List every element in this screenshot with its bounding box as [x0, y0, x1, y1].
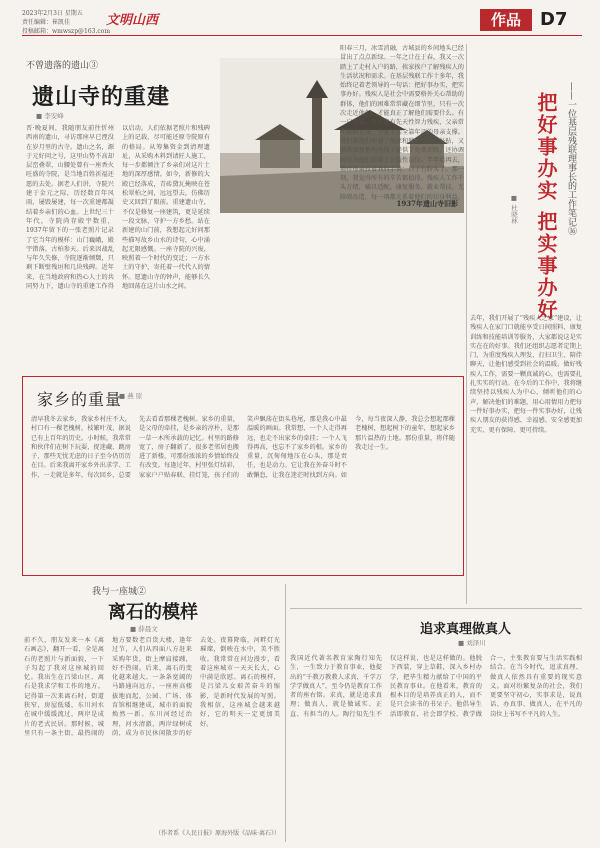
- article-title: 把好事办实 把实事办好: [534, 92, 558, 321]
- article-body: 晋·晚夏间，我随朋友前往忻州西南的遗山，寻访那座早已湮没在岁月里的古寺。遗山之名，源于元好问之号，这里山势不高却层峦叠翠，山腰处曾有一座香火旺盛的寺院，是当地百姓祈福还愿的去处。据老人们讲，寺院兴建于金元之际，历经数百年风雨，屡毁屡建，每一次重建都凝结着乡亲们的心血。上世纪三十年代，寺院尚存殿宇数重，1937年留下的一张老照片记录了它当年的模样：山门巍峨，殿宇错落，古柏参天。后来因战乱与年久失修，寺院逐渐倾颓，只剩下断壁残垣和几块残碑。近年来，在当地政府和热心人士的共同努力下，遗山寺的重建工作得以启动。人们依据老照片和残碑上的记载，尽可能还原寺院原有的格局。从筹集资金到清理遗址，从采购木料到请匠人施工，每一步都倾注了乡亲们对这片土地的深厚感情。如今，新修的大殿已经落成，青砖黛瓦掩映在苍松翠柏之间，远远望去，仿佛历史又回到了眼前。重建遗山寺，不仅是修复一座建筑，更是延续一段文脉，守护一方乡愁。站在新建的山门前，我想起元好问那些描写故乡山水的诗句，心中涌起无限感慨。一座寺院的兴废，映照着一个时代的变迁；一方水土的守护，寄托着一代代人的情怀。愿遗山寺的钟声，能够长久地回荡在这片山水之间。: [26, 125, 210, 291]
- article-author: ■ 刘泽川: [458, 639, 486, 647]
- article-subtitle: ——一位基层残联理事长的工作笔记⑯: [566, 82, 576, 235]
- article-author: ■ 燕 原: [119, 392, 143, 400]
- article-body: 我国近代著名教育家陶行知先生，一生致力于教育事业，他提出的“千教万教教人求真，千学万学学做真人”，至今仍是教育工作者的座右铭。求真，就是追求真理；做真人，就是做诚实、正直、有担当的人。陶行知先生不仅这样说，也是这样做的。他脱下西装，穿上草鞋，深入乡村办学，把毕生精力献给了中国的平民教育事业。在他看来，教育的根本目的是培养真正的人，而不是只会读书的书呆子。他倡导生活即教育、社会即学校、教学做合一，主张教育要与生活实践相结合。在当今时代，追求真理、做真人依然具有重要的现实意义。面对纷繁复杂的社会，我们更要坚守初心，实事求是，说真话、办真事、做真人，在平凡的岗位上书写不平凡的人生。: [290, 655, 582, 718]
- article-disability-body-a: 阳春三月，冰雪消融，古城县的乡间地头已经冒出了点点新绿。一年之计在于春，我又一次踏上了走村入户的路，挨家挨户了解残疾人的生活状况和需求。在基层残联工作十多年，我始终记着老领导的一句话：把好事办实，把实事办好。残疾人是社会中需要格外关心帮助的群体，他们的困难常常藏在细节里，只有一次次走近他们，才能真正了解他们需要什么。有一户人家，儿子患有先天性智力残疾，父亲常年卧病在床，全家生活全靠年迈的母亲支撑。我们帮他们申请了低保和残疾人两项补贴，又联系康复机构为孩子提供了免费训练，还协调村里为他们安排了公益性岗位。半年后再去，那位母亲拉着我的手说：日子有盼头了。那一刻，我觉得所有的辛苦都值得。残疾人工作千头万绪，辅具适配、康复服务、就业帮扶、无障碍改造，每一项都关系着他们的切身利益。: [340, 45, 464, 201]
- article-title: 离石的模样: [108, 602, 198, 623]
- article-lishi: [22, 584, 280, 842]
- masthead-brand: 文明山西: [106, 13, 159, 28]
- article-body-b: 去年，我们开展了“残疾人之家”建设，让残疾人在家门口就能享受日间照料、康复训练和技能培训等服务，大家都说这是实实在在的好事。我们还组织志愿者定期上门，为重度残疾人理发、打扫卫生、陪伴聊天，让他们感受到社会的温暖。做好残疾人工作，需要一颗真诚的心，也需要扎扎实实的行动。在今后的工作中，我将继续坚持以残疾人为中心，倾听他们的心声，解决他们的难题，用心用情用力把每一件好事办实，把每一件实事办好，让残疾人朋友的获得感、幸福感、安全感更加充实、更有保障、更可持续。: [470, 315, 582, 434]
- masthead-email: 投稿邮箱：wmwszp@163.com: [22, 28, 111, 35]
- article-body: 前不久，朋友发来一本《离石画志》，翻开一看，全是离石的老照片与新面貌，一下子勾起了我对这座城的回忆。我出生在吕梁山区，离石是我求学和工作的地方。记得第一次来离石时，街道狭窄，房屋低矮，东川河水在城中缓缓流过，两岸是成片的老式民居。那时候，城里只有一条主街，最热闹的地方要数老百货大楼，逢年过节，人们从四面八方赶来采购年货，街上摩肩接踵，好不热闹。后来，离石的变化越来越大。一条条宽阔的马路通向远方，一座座高楼拔地而起，公园、广场、体育馆相继建成，城市的面貌焕然一新。东川河经过治理，河水清澈，两岸绿树成荫，成为市民休闲散步的好去处。夜幕降临，河畔灯光璀璨，倒映在水中，美不胜收。我常常在河边漫步，看着这座城市一天天长大，心中满是欣慰。离石的模样，是吕梁儿女艰苦奋斗的缩影，是新时代发展的写照。我相信，这座城会越来越好，它的明天一定更加美好。: [24, 637, 280, 737]
- article-author: ■ 杜晓林: [510, 194, 518, 224]
- masthead-editor: 责任编辑：崔凯佳: [22, 19, 71, 26]
- article-truth: [290, 614, 582, 844]
- page-number: D7: [540, 9, 568, 30]
- masthead-date: 2023年2月3日 星期五: [22, 10, 83, 17]
- article-hometown-weight: [22, 376, 464, 576]
- article-caption: （作者系《人民日报》原海外版《品味·离石》）: [155, 830, 280, 837]
- photo-caption: 1937年遗山寺旧影: [396, 199, 458, 208]
- masthead: [0, 0, 600, 38]
- article-title: 追求真理做真人: [420, 622, 512, 637]
- section-label: 作品: [480, 9, 532, 31]
- article-kicker: 不曾遗落的遗山③: [26, 61, 99, 71]
- article-kicker: 我与一座城②: [92, 587, 147, 597]
- article-body: 清早我冬去家乡，我家乡村庄不大，村口有一棵老槐树，枝繁叶茂，据说已有上百年的历史。小时候，我常常和伙伴们在树下玩耍，捉迷藏、跳房子，那些无忧无虑的日子至今仍历历在目。后来我离开家乡外出求学、工作，一走就是多年，每次回乡，总要先去看看那棵老槐树。家乡的重量，是父母的牵挂，是乡亲的淳朴，是那一草一木所承载的记忆。村里的路修宽了，房子翻新了，很多老邻居也搬进了新楼，可那份浓浓的乡情始终没有改变。每逢过年，村里张灯结彩，家家户户贴春联、挂灯笼，孩子们的笑声飘荡在街头巷尾，那是我心中最温暖的画面。我常想，一个人走得再远，也走不出家乡的牵挂；一个人飞得再高，也忘不了家乡的根。家乡的重量，沉甸甸地压在心头，那是责任，也是动力。它让我在外奋斗时不敢懈怠，让我在迷茫时找到方向。如今，每当夜深人静，我总会想起那棵老槐树，想起树下的童年，想起家乡那片温热的土地。那份重量，将伴随我走过一生。: [31, 416, 455, 479]
- article-title-text: 家乡的重量: [37, 390, 123, 409]
- article-disability-work: [470, 44, 582, 604]
- article-author: ■ 李安峰: [36, 112, 64, 120]
- article-title: 遗山寺的重建: [32, 85, 171, 110]
- article-author: ■ 薛晨文: [130, 625, 158, 633]
- article-title: [37, 387, 187, 409]
